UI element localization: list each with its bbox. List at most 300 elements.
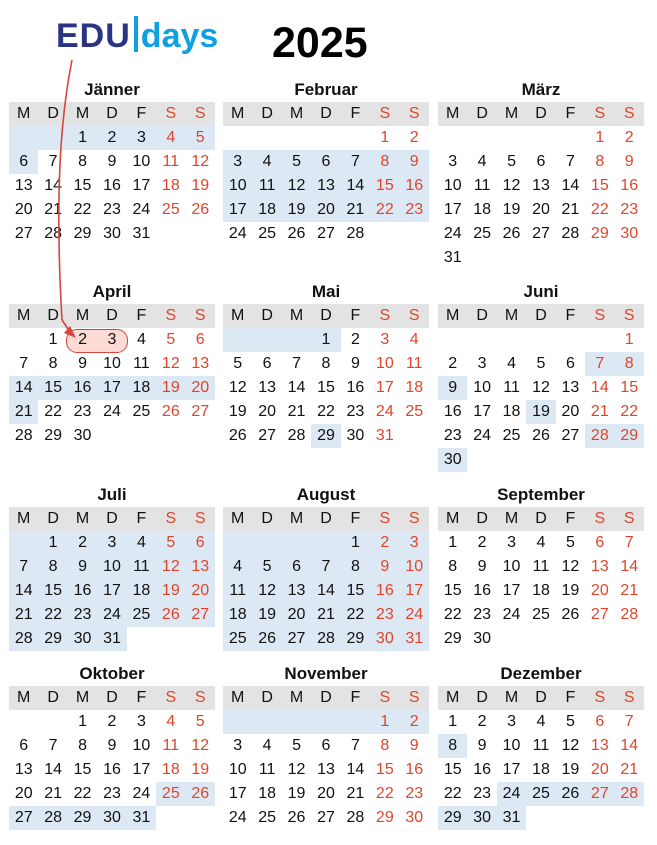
day-cell: 6 [595,713,605,730]
day-grid [438,126,644,270]
month-september [438,483,644,651]
day-cell: 23 [346,403,365,420]
month-title: August [296,485,356,504]
day-cell: 9 [370,555,399,579]
day-cell: 4 [156,126,185,150]
day-cell: 29 [311,424,340,448]
day-cell: 26 [556,782,585,806]
day-cell: 8 [78,737,87,754]
day-cell: 16 [400,174,429,198]
day-cell: 11 [258,761,276,778]
day-cell: 26 [287,809,306,826]
day-cell: 30 [73,427,92,444]
day-cell: 19 [191,761,210,778]
weekday-label: M [504,307,519,324]
day-cell: 26 [561,606,580,623]
day-cell: 15 [38,579,67,603]
day-cell: 2 [68,531,97,555]
day-cell: 28 [561,225,580,242]
month-title: November [284,664,368,683]
day-cell: 10 [223,174,252,198]
weekday-label: S [165,307,177,324]
day-cell: 12 [287,761,306,778]
month-dezember [438,662,644,830]
weekday-label: M [446,689,460,706]
weekday-label: S [194,510,206,527]
day-cell: 18 [473,201,492,218]
day-cell: 23 [103,785,121,802]
day-cell: 20 [561,403,580,420]
day-cell: 17 [443,201,462,218]
day-grid [223,710,429,830]
empty-cell [223,531,252,555]
weekday-label: M [446,105,460,122]
day-cell: 28 [620,606,639,623]
day-cell: 22 [590,201,609,218]
day-cell: 30 [68,627,97,651]
day-cell: 31 [443,249,462,266]
empty-cell [252,710,281,734]
month-august [223,483,429,651]
day-cell: 15 [370,174,399,198]
day-cell: 12 [191,153,210,170]
day-cell: 10 [228,761,247,778]
day-cell: 29 [375,809,394,826]
day-cell: 3 [448,153,458,170]
empty-cell [438,126,467,150]
weekday-label: S [194,689,206,706]
day-cell: 3 [233,737,243,754]
weekday-label: F [136,510,147,527]
day-cell: 3 [136,713,146,730]
day-cell: 29 [38,627,67,651]
day-cell: 7 [341,150,370,174]
day-cell: 18 [223,603,252,627]
day-cell: 11 [503,379,520,396]
weekday-label: S [623,689,635,706]
day-cell: 2 [350,331,360,348]
day-cell: 6 [321,737,331,754]
day-cell: 10 [502,558,521,575]
weekday-header [9,686,215,710]
day-cell: 27 [317,809,335,826]
day-cell: 3 [127,126,156,150]
day-grid [9,328,215,448]
day-cell: 16 [68,376,97,400]
day-cell: 23 [473,606,492,623]
day-cell: 26 [502,225,521,242]
day-cell: 31 [497,806,526,830]
day-cell: 27 [532,225,550,242]
weekday-label: D [261,689,273,706]
weekday-label: D [47,307,59,324]
day-cell: 8 [438,734,467,758]
weekday-header [9,507,215,531]
weekday-label: D [535,105,547,122]
weekday-label: M [17,510,31,527]
day-cell: 15 [375,761,394,778]
day-cell: 7 [48,153,58,170]
day-cell: 5 [186,126,215,150]
day-cell: 5 [507,153,516,170]
day-cell: 28 [14,427,33,444]
day-cell: 29 [68,806,97,830]
day-cell: 4 [477,153,487,170]
day-cell: 27 [186,603,215,627]
empty-cell [252,531,281,555]
weekday-label: M [17,307,31,324]
day-cell: 6 [19,737,29,754]
empty-cell [252,126,281,150]
empty-cell [556,126,585,150]
day-cell: 24 [228,809,247,826]
weekday-label: S [379,689,391,706]
day-cell: 23 [68,603,97,627]
day-cell: 7 [350,737,360,754]
day-cell: 22 [38,603,67,627]
day-cell: 16 [346,379,365,396]
empty-cell [223,126,252,150]
day-cell: 17 [400,579,429,603]
day-cell: 24 [228,225,247,242]
weekday-header [438,686,644,710]
day-cell: 13 [191,355,210,372]
weekday-label: D [106,510,118,527]
weekday-label: F [565,689,576,706]
day-cell: 8 [615,352,644,376]
day-cell: 15 [590,177,609,194]
weekday-header [438,507,644,531]
day-cell: 25 [258,809,277,826]
day-grid [438,531,644,651]
day-cell: 7 [624,534,634,551]
day-cell: 9 [624,153,634,170]
day-cell: 2 [370,531,399,555]
day-cell: 21 [561,201,580,218]
month-title: April [92,282,132,301]
day-cell: 24 [132,201,151,218]
weekday-label: M [504,689,519,706]
empty-cell [9,531,38,555]
weekday-label: M [231,510,245,527]
day-cell: 17 [132,761,151,778]
day-cell: 19 [252,603,281,627]
day-cell: 24 [497,782,526,806]
day-cell: 25 [532,606,550,623]
weekday-label: F [136,307,147,324]
day-cell: 26 [161,403,180,420]
day-cell: 13 [590,737,609,754]
day-cell: 26 [186,782,215,806]
day-cell: 26 [252,627,281,651]
weekday-label: D [476,689,488,706]
day-cell: 31 [132,225,151,242]
day-cell: 31 [400,627,429,651]
day-cell: 6 [595,534,605,551]
empty-cell [282,710,311,734]
day-cell: 7 [48,737,58,754]
day-cell: 5 [156,531,185,555]
day-cell: 9 [400,150,429,174]
day-cell: 5 [565,534,575,551]
day-cell: 2 [624,129,634,146]
month-title: Jänner [84,80,140,99]
weekday-label: F [350,307,361,324]
day-cell: 23 [73,403,92,420]
day-cell: 12 [252,579,281,603]
day-cell: 15 [73,177,92,194]
day-cell: 21 [9,400,38,424]
empty-cell [497,126,526,150]
day-cell: 26 [287,225,306,242]
day-cell: 17 [473,403,492,420]
day-cell: 31 [127,806,156,830]
day-cell: 3 [380,331,390,348]
day-cell: 20 [186,579,215,603]
day-cell: 5 [536,355,546,372]
day-cell: 14 [9,376,38,400]
day-cell: 10 [443,177,462,194]
day-cell: 23 [473,785,492,802]
day-cell: 14 [341,174,370,198]
day-cell: 10 [375,355,394,372]
empty-cell [467,126,496,150]
month-title: Februar [294,80,358,99]
day-cell: 27 [9,806,38,830]
day-cell: 25 [132,403,151,420]
empty-cell [282,328,311,352]
empty-cell [223,328,252,352]
day-cell: 19 [502,201,521,218]
day-cell: 3 [477,355,487,372]
empty-cell [467,328,496,352]
day-cell: 16 [443,403,462,420]
day-cell: 7 [292,355,301,372]
weekday-label: M [504,510,519,527]
weekday-label: F [136,105,147,122]
day-cell: 26 [191,201,210,218]
month-februar [223,78,429,246]
day-cell: 15 [38,376,67,400]
day-cell: 3 [107,331,117,348]
empty-cell [9,126,38,150]
day-cell: 7 [9,555,38,579]
day-cell: 13 [532,177,550,194]
day-cell: 1 [595,129,605,146]
day-cell: 22 [375,785,394,802]
day-cell: 10 [502,737,521,754]
month-title: Juli [97,485,127,504]
day-cell: 18 [532,761,550,778]
day-cell: 18 [127,376,156,400]
day-cell: 11 [127,555,156,579]
day-cell: 17 [502,761,521,778]
day-cell: 12 [156,555,185,579]
day-grid [9,531,215,651]
day-cell: 6 [195,331,205,348]
day-cell: 24 [443,225,462,242]
day-cell: 17 [502,582,521,599]
day-cell: 18 [252,198,281,222]
day-cell: 27 [191,403,210,420]
day-cell: 7 [585,352,614,376]
empty-cell [585,328,614,352]
day-cell: 4 [507,355,516,372]
day-cell: 26 [532,427,550,444]
day-grid [9,710,215,830]
month-oktober [9,662,215,830]
day-cell: 11 [162,737,180,754]
day-cell: 29 [590,225,609,242]
empty-cell [438,328,467,352]
day-cell: 29 [341,627,370,651]
weekday-label: D [106,307,118,324]
day-cell: 20 [317,785,335,802]
day-cell: 2 [68,328,97,352]
empty-cell [311,531,340,555]
day-cell: 7 [565,153,575,170]
day-cell: 26 [156,603,185,627]
day-cell: 22 [44,403,63,420]
empty-cell [526,126,555,150]
day-cell: 4 [166,713,176,730]
day-cell: 5 [195,713,205,730]
day-cell: 20 [14,785,33,802]
weekday-header [438,304,644,328]
empty-cell [497,328,526,352]
day-cell: 2 [97,126,126,150]
day-cell: 13 [186,555,215,579]
day-cell: 27 [14,225,33,242]
day-cell: 20 [282,603,311,627]
day-cell: 1 [624,331,634,348]
day-cell: 9 [477,737,487,754]
weekday-label: D [535,689,547,706]
weekday-label: F [136,689,147,706]
day-cell: 29 [44,427,63,444]
empty-cell [311,710,340,734]
day-cell: 21 [44,201,63,218]
day-cell: 20 [311,198,340,222]
day-cell: 1 [68,126,97,150]
day-cell: 25 [526,782,555,806]
day-cell: 9 [438,376,467,400]
day-cell: 8 [48,355,58,372]
day-cell: 4 [127,531,156,555]
day-cell: 22 [370,198,399,222]
day-cell: 27 [282,627,311,651]
weekday-header [9,102,215,126]
day-cell: 30 [103,225,121,242]
day-cell: 8 [321,355,331,372]
day-cell: 13 [311,174,340,198]
day-cell: 16 [103,761,121,778]
empty-cell [282,531,311,555]
empty-cell [282,126,311,150]
day-cell: 11 [532,558,550,575]
day-cell: 15 [620,379,639,396]
day-cell: 8 [595,153,605,170]
day-cell: 17 [228,785,247,802]
day-cell: 1 [380,129,390,146]
day-cell: 16 [473,761,492,778]
day-grid [223,126,429,246]
weekday-label: S [408,510,420,527]
month-märz [438,78,644,270]
day-cell: 22 [341,603,370,627]
day-cell: 14 [311,579,340,603]
day-cell: 22 [73,201,92,218]
day-cell: 22 [620,403,639,420]
month-title: März [521,80,561,99]
day-cell: 20 [590,582,609,599]
weekday-label: S [594,105,606,122]
day-cell: 20 [590,761,609,778]
day-cell: 23 [103,201,121,218]
weekday-label: M [289,510,304,527]
weekday-label: M [75,510,90,527]
day-cell: 24 [502,606,521,623]
day-cell: 21 [620,582,639,599]
weekday-label: S [379,307,391,324]
day-cell: 8 [448,558,458,575]
day-cell: 28 [9,627,38,651]
day-cell: 17 [97,579,126,603]
day-grid [9,126,215,246]
day-cell: 28 [615,782,644,806]
empty-cell [9,710,38,734]
empty-cell [341,126,370,150]
day-cell: 6 [9,150,38,174]
day-cell: 27 [590,606,609,623]
month-mai [223,280,429,448]
day-cell: 6 [311,150,340,174]
day-cell: 30 [620,225,639,242]
day-cell: 16 [68,579,97,603]
weekday-label: D [535,307,547,324]
day-cell: 20 [186,376,215,400]
day-grid [438,328,644,472]
day-cell: 24 [103,403,121,420]
weekday-label: D [535,510,547,527]
weekday-label: D [320,307,332,324]
weekday-label: S [623,105,635,122]
day-cell: 28 [585,424,614,448]
day-cell: 19 [228,403,247,420]
day-cell: 24 [473,427,492,444]
day-cell: 5 [565,713,575,730]
day-cell: 18 [161,761,180,778]
day-cell: 27 [258,427,277,444]
day-cell: 29 [73,225,92,242]
weekday-label: M [289,689,304,706]
month-november [223,662,429,830]
day-cell: 1 [448,713,458,730]
day-cell: 8 [370,150,399,174]
weekday-label: F [350,510,361,527]
day-cell: 1 [311,328,340,352]
day-cell: 18 [532,582,550,599]
day-cell: 5 [292,737,301,754]
day-cell: 8 [78,153,87,170]
day-cell: 8 [341,555,370,579]
weekday-label: D [261,510,273,527]
weekday-label: S [379,510,391,527]
weekday-label: F [565,307,576,324]
day-cell: 31 [97,627,126,651]
day-cell: 30 [473,630,492,647]
day-cell: 21 [311,603,340,627]
